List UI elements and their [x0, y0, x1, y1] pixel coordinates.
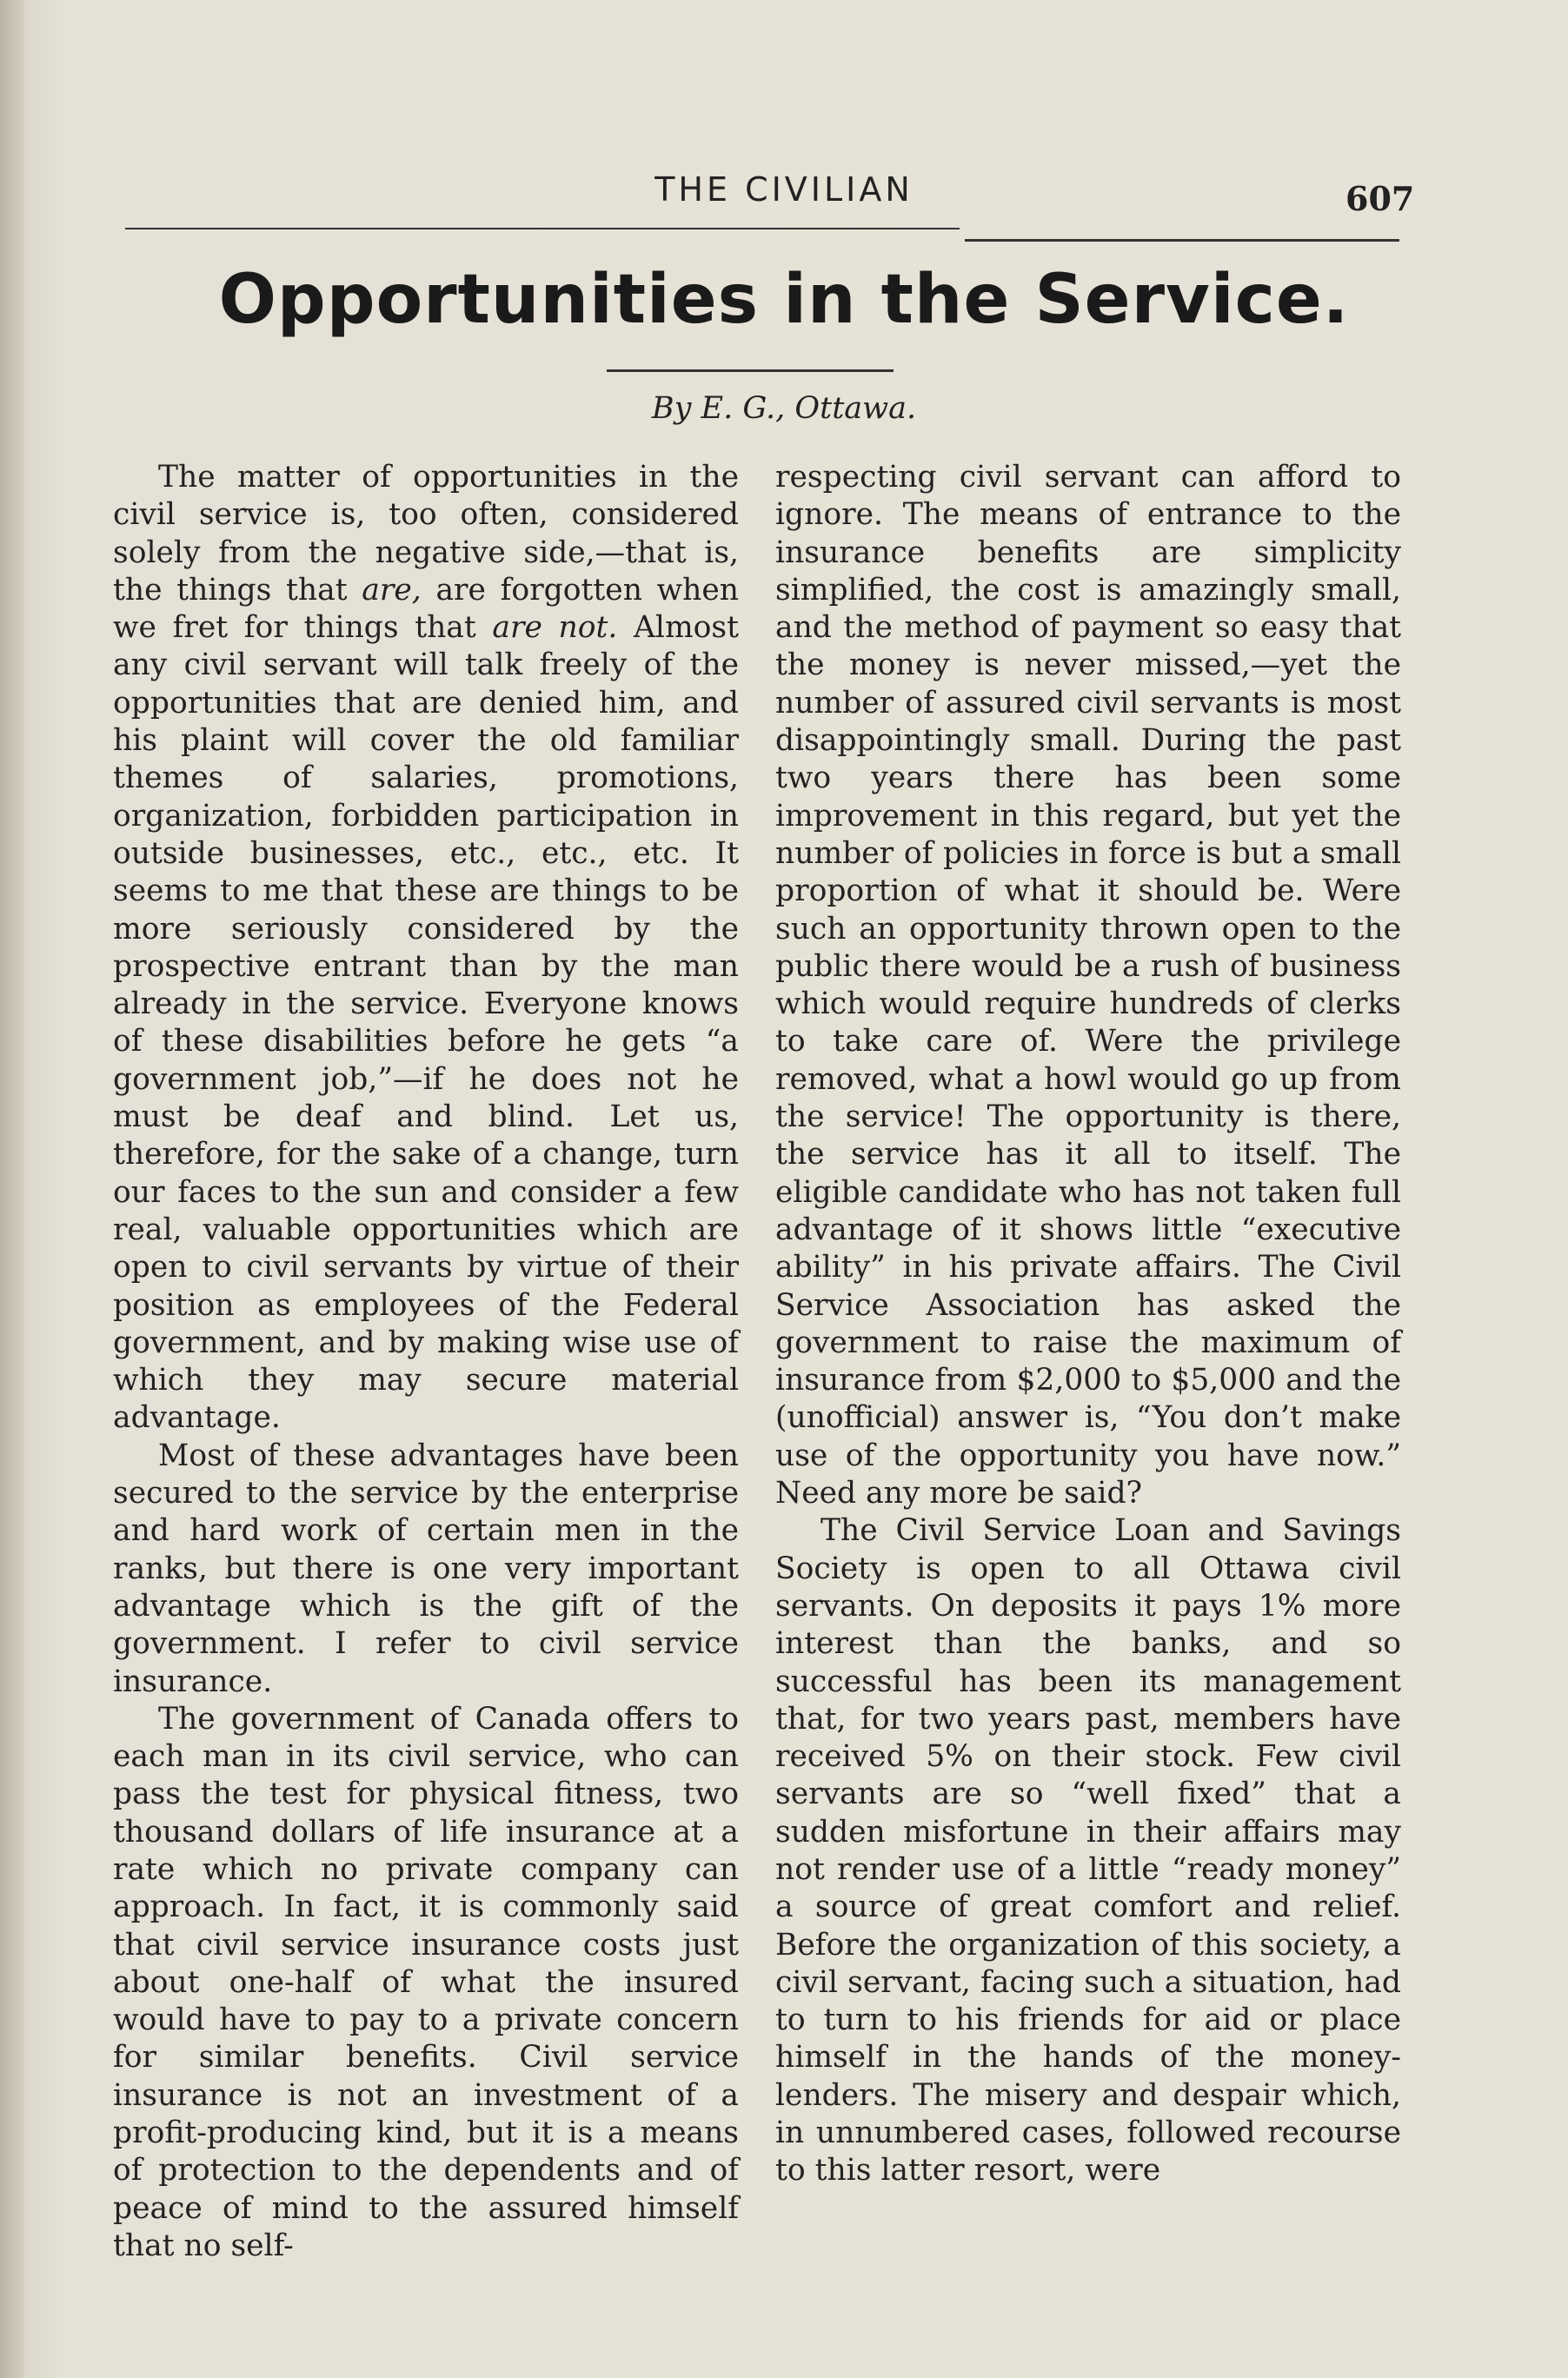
page-number: 607	[1345, 179, 1415, 218]
left-column	[113, 459, 739, 2265]
paragraph-continued: respecting civil servant can afford to ignore. The means of entrance to the insurance benefits are simplicity simplified, the cost is amazingly small, and the method of payment so easy that the money is never missed,—yet the number of assured civil servants is most disappointingly small. During the past two years there has been some improvement in this regard, but yet the number of policies in force is but a small proportion of what it should be. Were such an opportunity thrown open to the public there would be a rush of business which would require hundreds of clerks to take care of. Were the privilege removed, what a howl would go up from the service! The opportunity is there, the service has it all to itself. The eligible candidate who has not taken full advantage of it shows little “executive ability” in his private affairs. The Civil Service Association has asked the government to raise the maximum of insurance from $2,000 to $5,000 and the (unofficial) answer is, “You don’t make use of the opportunity you have now.” Need any more be said?	[775, 460, 1401, 1511]
right-column	[775, 459, 1401, 2190]
article-byline: By E. G., Ottawa.	[651, 391, 917, 426]
header-rule-right	[965, 239, 1399, 242]
page-binding-edge	[0, 0, 24, 2378]
paragraph: The matter of opportunities in the civil service is, too often, considered solely from the negative side,—that is, the things that are, are forgotten when we fret for things that are not. Almost any civil servant will talk freely of the opportunities that are denied him, and his plaint will cover the old familiar themes of salaries, promotions, organization, forbidden participation in outside businesses, etc., etc., etc. It seems to me that these are things to be more seriously considered by the prospective entrant than by the man already in the service. Everyone knows of these disabilities before he gets “a government job,”—if he does not he must be deaf and blind. Let us, therefore, for the sake of a change, turn our faces to the sun and consider a few real, valuable opportunities which are open to civil servants by virtue of their position as employees of the Federal government, and by making wise use of which they may secure material advantage.	[113, 460, 740, 1436]
paragraph: The Civil Service Loan and Savings Society is open to all Ottawa civil servants. On deposits it pays 1% more interest than the banks, and so successful has been its management that, for two years past, members have received 5% on their stock. Few civil servants are so “well fixed” that a sudden misfortune in their affairs may not render use of a little “ready money” a source of great comfort and relief. Before the organization of this society, a civil servant, facing such a situation, had to turn to his friends for aid or place himself in the hands of the money-lenders. The misery and despair which, in unnumbered cases, followed recourse to this latter resort, were	[775, 1513, 1401, 2189]
running-header: THE CIVILIAN	[654, 170, 914, 209]
title-rule	[607, 369, 894, 372]
paragraph: The government of Canada offers to each man in its civil service, who can pass the test for physical fitness, two thousand dollars of life insurance at a rate which no private company can approach. In fact, it is commonly said that civil service insurance costs just about one-half of what the insured would have to pay to a private concern for similar benefits. Civil service insurance is not an investment of a profit-producing kind, but it is a means of protection to the dependents and of peace of mind to the assured himself that no self-	[113, 1701, 739, 2263]
article-title: Opportunities in the Service.	[218, 261, 1350, 339]
header-rule	[125, 228, 960, 229]
paragraph: Most of these advantages have been secured to the service by the enterprise and hard work of certain men in the ranks, but there is one very important advantage which is the gift of the government. I refer to civil service insurance.	[113, 1438, 739, 1699]
